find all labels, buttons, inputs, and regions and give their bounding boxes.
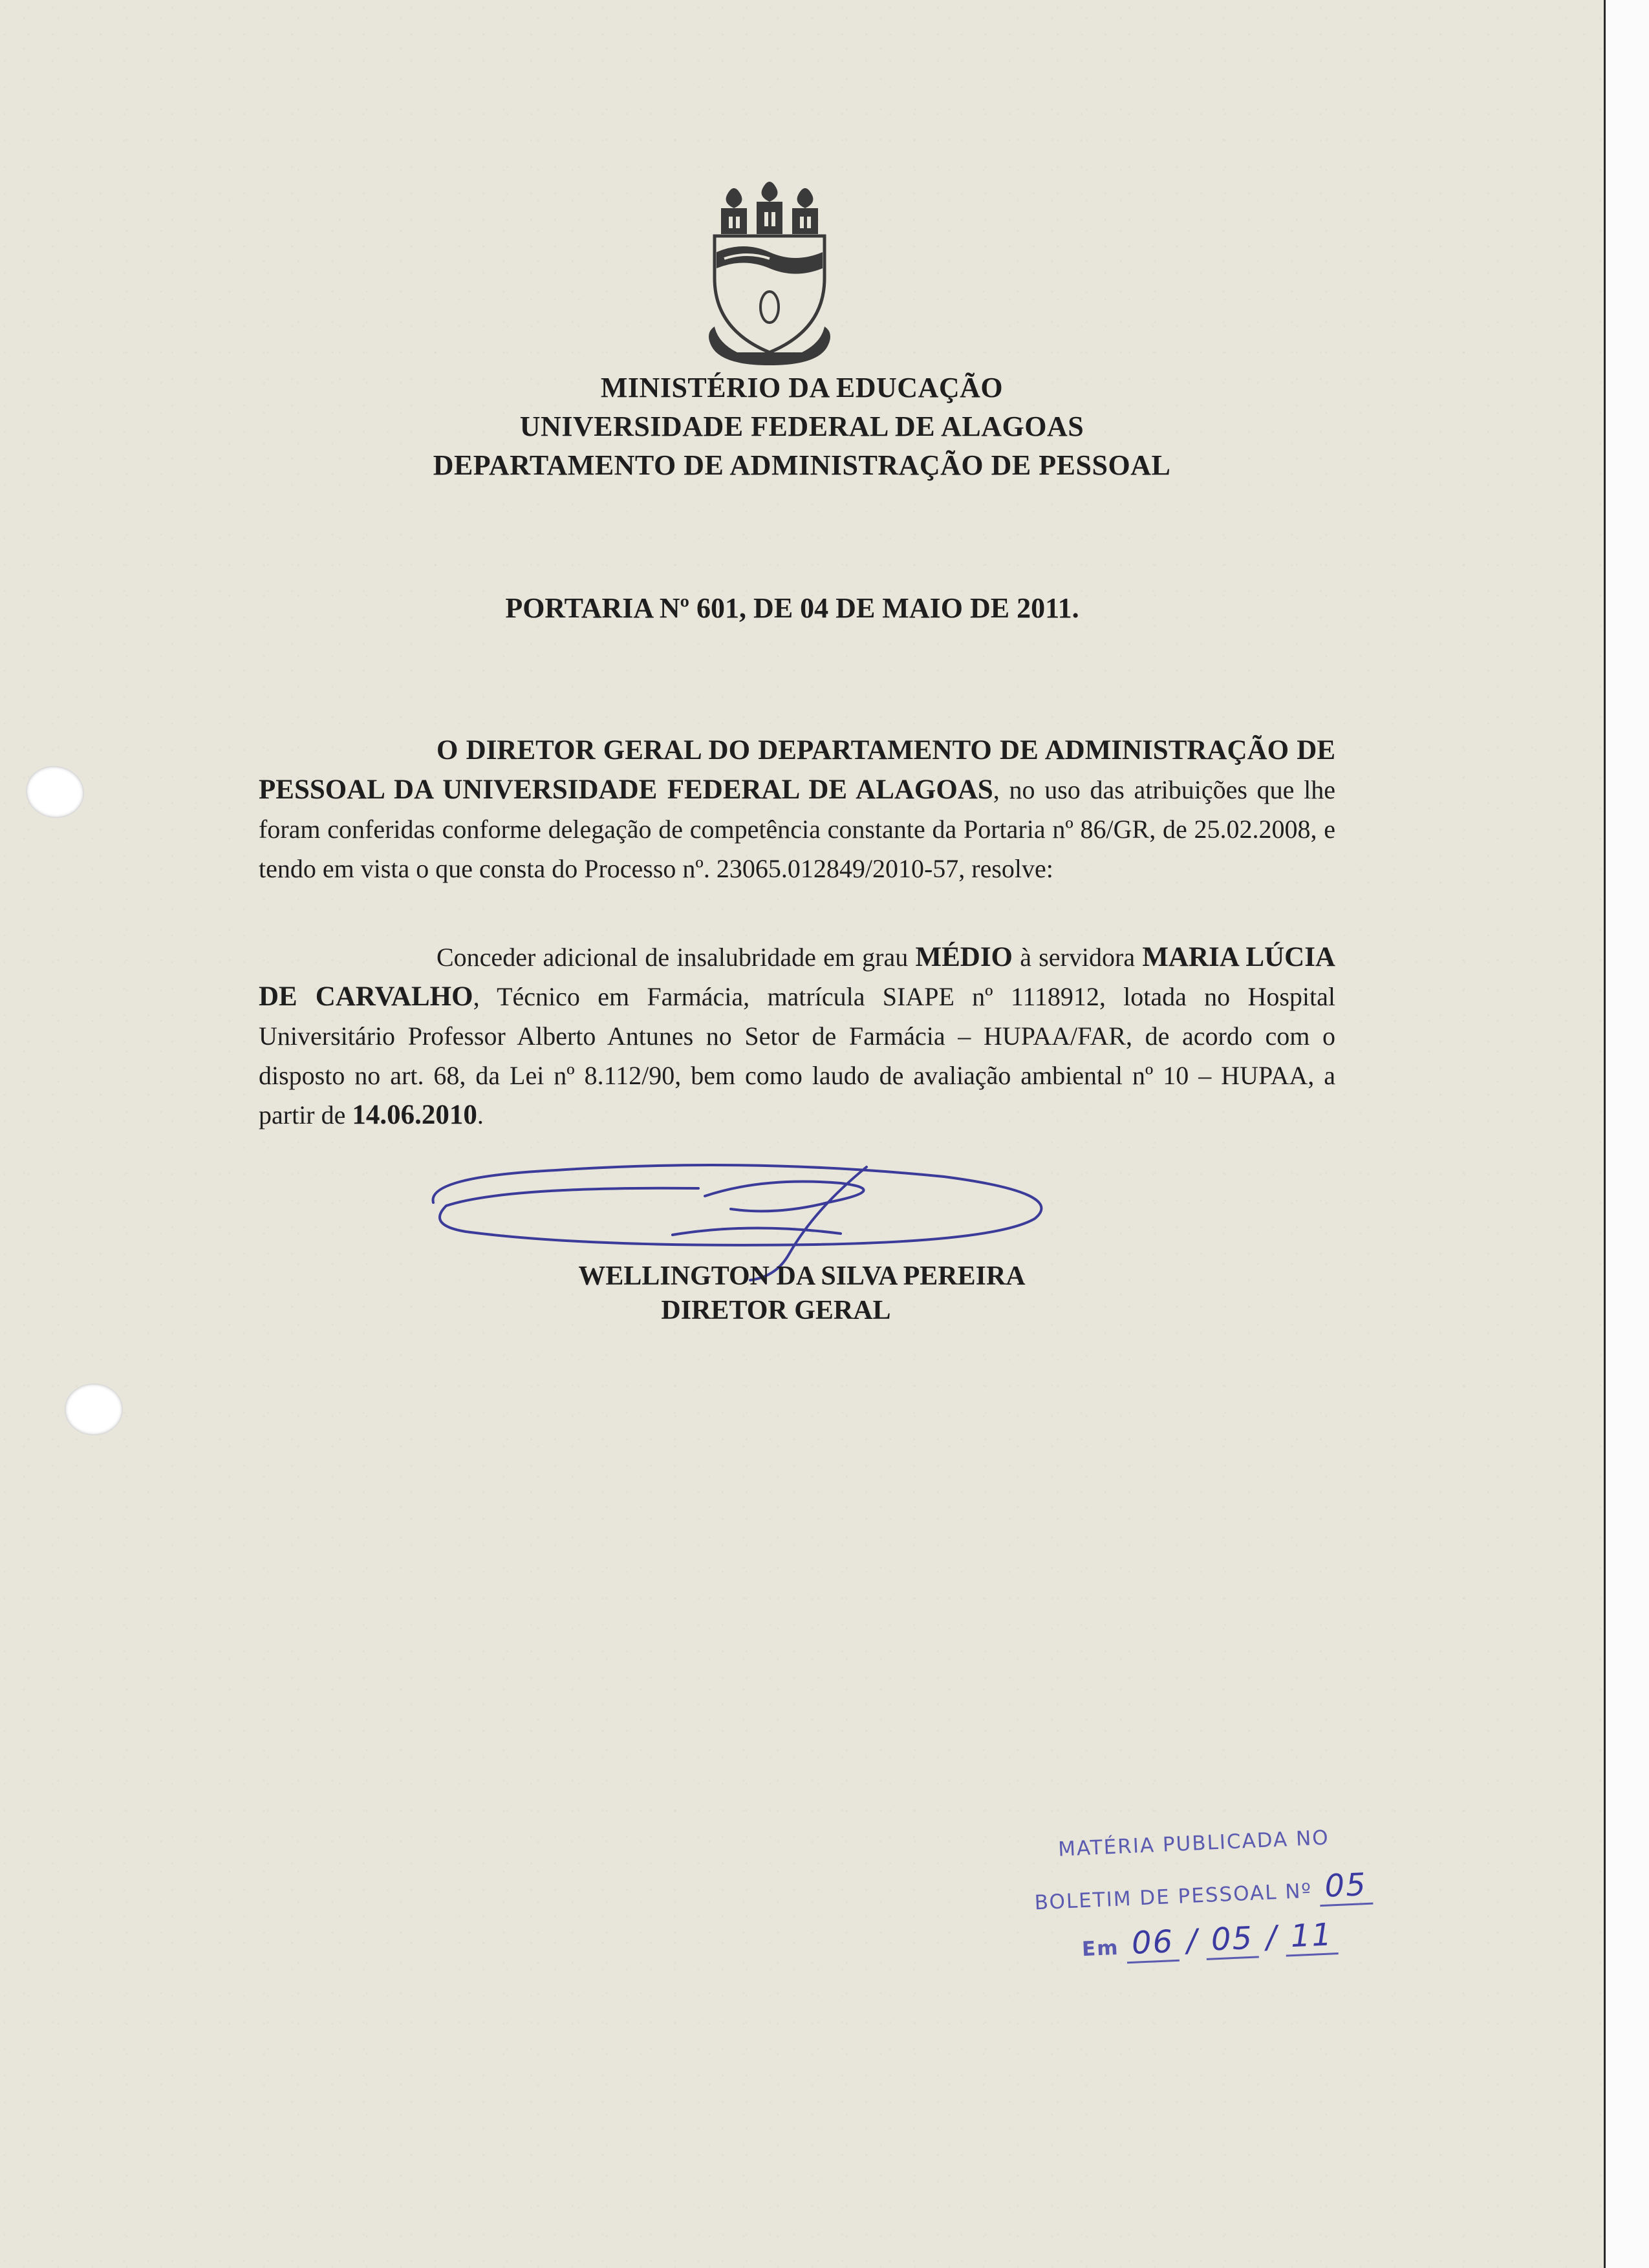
- signatory-title: DIRETOR GERAL: [661, 1296, 891, 1325]
- university-heading: UNIVERSIDADE FEDERAL DE ALAGOAS: [519, 411, 1084, 442]
- insalubrity-grade: MÉDIO: [915, 942, 1013, 972]
- stamp-line-3: Em 06 / 05 / 11: [1081, 1916, 1339, 1963]
- resolution-text-1: Conceder adicional de insalubridade em grau: [436, 943, 916, 972]
- stamp-line-1: MATÉRIA PUBLICADA NO: [1057, 1826, 1330, 1861]
- preamble-authority: O DIRETOR GERAL DO DEPARTAMENTO DE ADMINISTRAÇÃO DE PESSOAL DA UNIVERSIDADE FEDERAL DE ALAGOAS: [259, 735, 1335, 805]
- stamp-line-2: [1033, 1867, 1372, 1918]
- document-title: PORTARIA Nº 601, DE 04 DE MAIO DE 2011.: [505, 592, 1079, 624]
- stamp-year: 11: [1285, 1916, 1339, 1956]
- department-heading: DEPARTAMENTO DE ADMINISTRAÇÃO DE PESSOAL: [433, 449, 1171, 481]
- university-crest-icon: [698, 181, 841, 375]
- stamp-day: 06: [1126, 1923, 1180, 1963]
- signatory-name: WELLINGTON DA SILVA PEREIRA: [578, 1261, 1026, 1291]
- publication-stamp: [1018, 1813, 1478, 1988]
- resolution-text-2: à servidora: [1013, 943, 1143, 972]
- ministry-heading: MINISTÉRIO DA EDUCAÇÃO: [600, 372, 1004, 403]
- stamp-bulletin-label: BOLETIM DE PESSOAL Nº: [1034, 1879, 1313, 1915]
- resolution-text-4: .: [477, 1100, 484, 1129]
- stamp-date-label: Em: [1081, 1936, 1120, 1962]
- resolution-text-3: , Técnico em Farmácia, matrícula SIAPE nº 1118912, lotada no Hospital Universitário Professor Alberto Antunes no Setor de Farmácia – HUPAA/FAR, de acordo com o disposto no art. 68, da Lei nº 8.112/90, bem como laudo de avaliação ambiental nº 10 – HUPAA, a partir de: [259, 982, 1335, 1129]
- preamble-paragraph: [259, 731, 1335, 888]
- start-date: 14.06.2010: [352, 1100, 477, 1130]
- stamp-bulletin-number: 05: [1319, 1867, 1373, 1907]
- scan-edge: [1604, 0, 1649, 2268]
- resolution-paragraph: [259, 937, 1335, 1135]
- punch-hole-bottom: [65, 1384, 123, 1435]
- preamble-text: , no uso das atribuições que lhe foram conferidas conforme delegação de competência constante da Portaria nº 86/GR, de 25.02.2008, e tendo em vista o que consta do Processo nº. 23065.012849/2010-57, resolve:: [259, 775, 1335, 883]
- stamp-month: 05: [1205, 1920, 1260, 1960]
- employee-name: MARIA LÚCIA DE CARVALHO: [259, 942, 1335, 1012]
